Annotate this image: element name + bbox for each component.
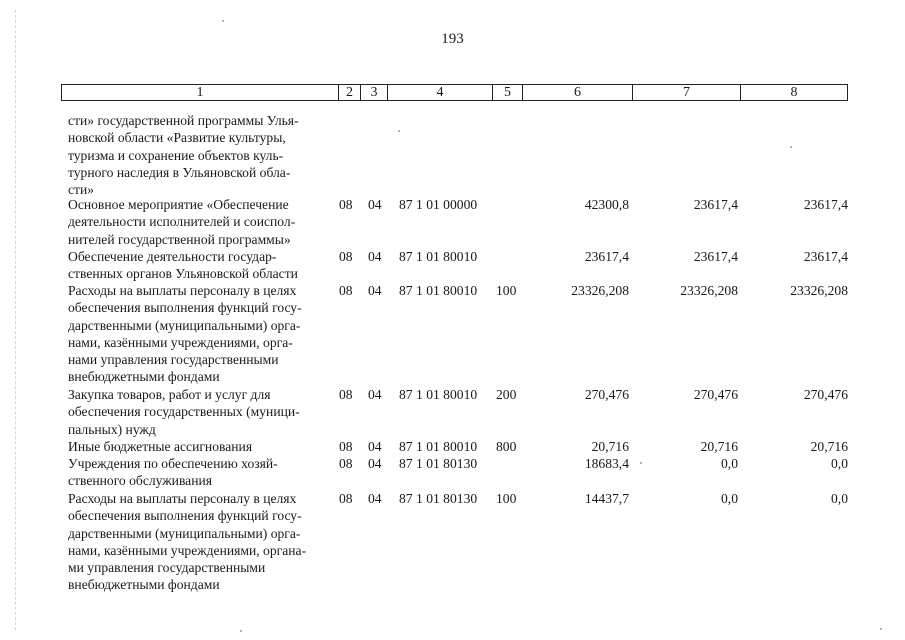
expense-type-code: 100 — [496, 283, 517, 298]
scan-speck — [398, 130, 400, 132]
scan-margin-line — [15, 10, 17, 630]
target-article-code: 87 1 01 80010 — [399, 283, 478, 298]
scan-speck — [240, 630, 242, 632]
amount-col-7: 0,0 — [721, 491, 738, 506]
amount-col-8: 23617,4 — [803, 197, 848, 212]
description-line: нителей государственной программы» — [68, 231, 291, 247]
amount-col-8: 270,476 — [803, 387, 848, 402]
row-description — [68, 438, 330, 455]
description-line: дарственными (муниципальными) орга- — [68, 317, 301, 333]
section-code: 08 — [339, 387, 353, 402]
amount-col-8: 23326,208 — [790, 283, 848, 298]
scan-speck — [640, 462, 642, 464]
column-header-5: 5 — [492, 85, 522, 100]
description-line: обеспечения выполнения функций госу- — [68, 508, 302, 524]
column-header-4: 4 — [387, 85, 492, 100]
amount-col-8: 0,0 — [831, 491, 848, 506]
amount-col-7: 270,476 — [693, 387, 738, 402]
row-description — [68, 490, 330, 594]
row-description — [68, 282, 330, 386]
description-line: Расходы на выплаты персоналу в целях — [68, 491, 297, 506]
column-header-2: 2 — [338, 85, 360, 100]
page-number: 193 — [441, 31, 464, 47]
scan-speck — [880, 628, 882, 630]
subsection-code: 04 — [368, 387, 382, 402]
description-line: турного наследия в Ульяновской обла- — [68, 164, 291, 180]
description-line: дарственными (муниципальными) орга- — [68, 525, 301, 541]
row-description — [68, 386, 330, 438]
amount-col-6: 23617,4 — [584, 249, 629, 264]
section-code: 08 — [339, 456, 353, 471]
column-header-8: 8 — [740, 85, 847, 100]
section-code: 08 — [339, 439, 353, 454]
amount-col-7: 23326,208 — [680, 283, 738, 298]
target-article-code: 87 1 01 80010 — [399, 439, 478, 454]
description-line: нами, казёнными учреждениями, орга- — [68, 334, 293, 350]
target-article-code: 87 1 01 80130 — [399, 491, 478, 506]
description-line: сти» — [68, 182, 95, 198]
subsection-code: 04 — [368, 491, 382, 506]
description-line: внебюджетными фондами — [68, 577, 220, 593]
amount-col-6: 14437,7 — [584, 491, 629, 506]
target-article-code: 87 1 01 80130 — [399, 456, 478, 471]
row-description — [68, 196, 330, 248]
amount-col-6: 270,476 — [584, 387, 629, 402]
expense-type-code: 200 — [496, 387, 517, 402]
amount-col-7: 20,716 — [700, 439, 738, 454]
subsection-code: 04 — [368, 249, 382, 264]
section-code: 08 — [339, 283, 353, 298]
scan-speck — [222, 20, 224, 22]
column-header-row — [61, 84, 848, 101]
section-code: 08 — [339, 197, 353, 212]
amount-col-8: 0,0 — [831, 456, 848, 471]
description-line: обеспечения выполнения функций госу- — [68, 300, 302, 316]
expense-type-code: 800 — [496, 439, 517, 454]
amount-col-7: 23617,4 — [693, 249, 738, 264]
amount-col-6: 20,716 — [591, 439, 629, 454]
column-header-3: 3 — [360, 85, 387, 100]
description-line: ми управления государственными — [68, 560, 266, 576]
section-code: 08 — [339, 491, 353, 506]
description-line: туризма и сохранение объектов куль- — [68, 147, 284, 163]
description-line: Закупка товаров, работ и услуг для — [68, 387, 271, 402]
description-line: пальных) нужд — [68, 421, 156, 437]
row-description — [68, 248, 330, 283]
description-line: Расходы на выплаты персоналу в целях — [68, 283, 297, 298]
amount-col-6: 42300,8 — [584, 197, 629, 212]
description-line: сти» государственной программы Улья- — [68, 113, 299, 128]
amount-col-6: 18683,4 — [584, 456, 629, 471]
subsection-code: 04 — [368, 456, 382, 471]
row-description — [68, 112, 330, 198]
subsection-code: 04 — [368, 439, 382, 454]
amount-col-8: 20,716 — [810, 439, 848, 454]
amount-col-7: 0,0 — [721, 456, 738, 471]
subsection-code: 04 — [368, 283, 382, 298]
row-description — [68, 455, 330, 490]
target-article-code: 87 1 01 80010 — [399, 387, 478, 402]
description-line: деятельности исполнителей и соиспол- — [68, 214, 296, 230]
description-line: нами управления государственными — [68, 352, 279, 368]
description-line: Обеспечение деятельности государ- — [68, 249, 277, 264]
description-line: ственных органов Ульяновской области — [68, 266, 298, 282]
description-line: нами, казёнными учреждениями, органа- — [68, 542, 307, 558]
amount-col-6: 23326,208 — [571, 283, 629, 298]
description-line: новской области «Развитие культуры, — [68, 130, 286, 146]
description-line: внебюджетными фондами — [68, 369, 220, 385]
target-article-code: 87 1 01 00000 — [399, 197, 478, 212]
column-header-6: 6 — [522, 85, 632, 100]
description-line: Иные бюджетные ассигнования — [68, 439, 253, 454]
description-line: Основное мероприятие «Обеспечение — [68, 197, 289, 212]
description-line: Учреждения по обеспечению хозяй- — [68, 456, 278, 471]
section-code: 08 — [339, 249, 353, 264]
column-header-7: 7 — [632, 85, 740, 100]
description-line: ственного обслуживания — [68, 473, 213, 489]
subsection-code: 04 — [368, 197, 382, 212]
description-line: обеспечения государственных (муници- — [68, 404, 300, 420]
target-article-code: 87 1 01 80010 — [399, 249, 478, 264]
amount-col-7: 23617,4 — [693, 197, 738, 212]
column-header-1: 1 — [196, 85, 204, 100]
amount-col-8: 23617,4 — [803, 249, 848, 264]
scan-speck — [790, 146, 792, 148]
expense-type-code: 100 — [496, 491, 517, 506]
